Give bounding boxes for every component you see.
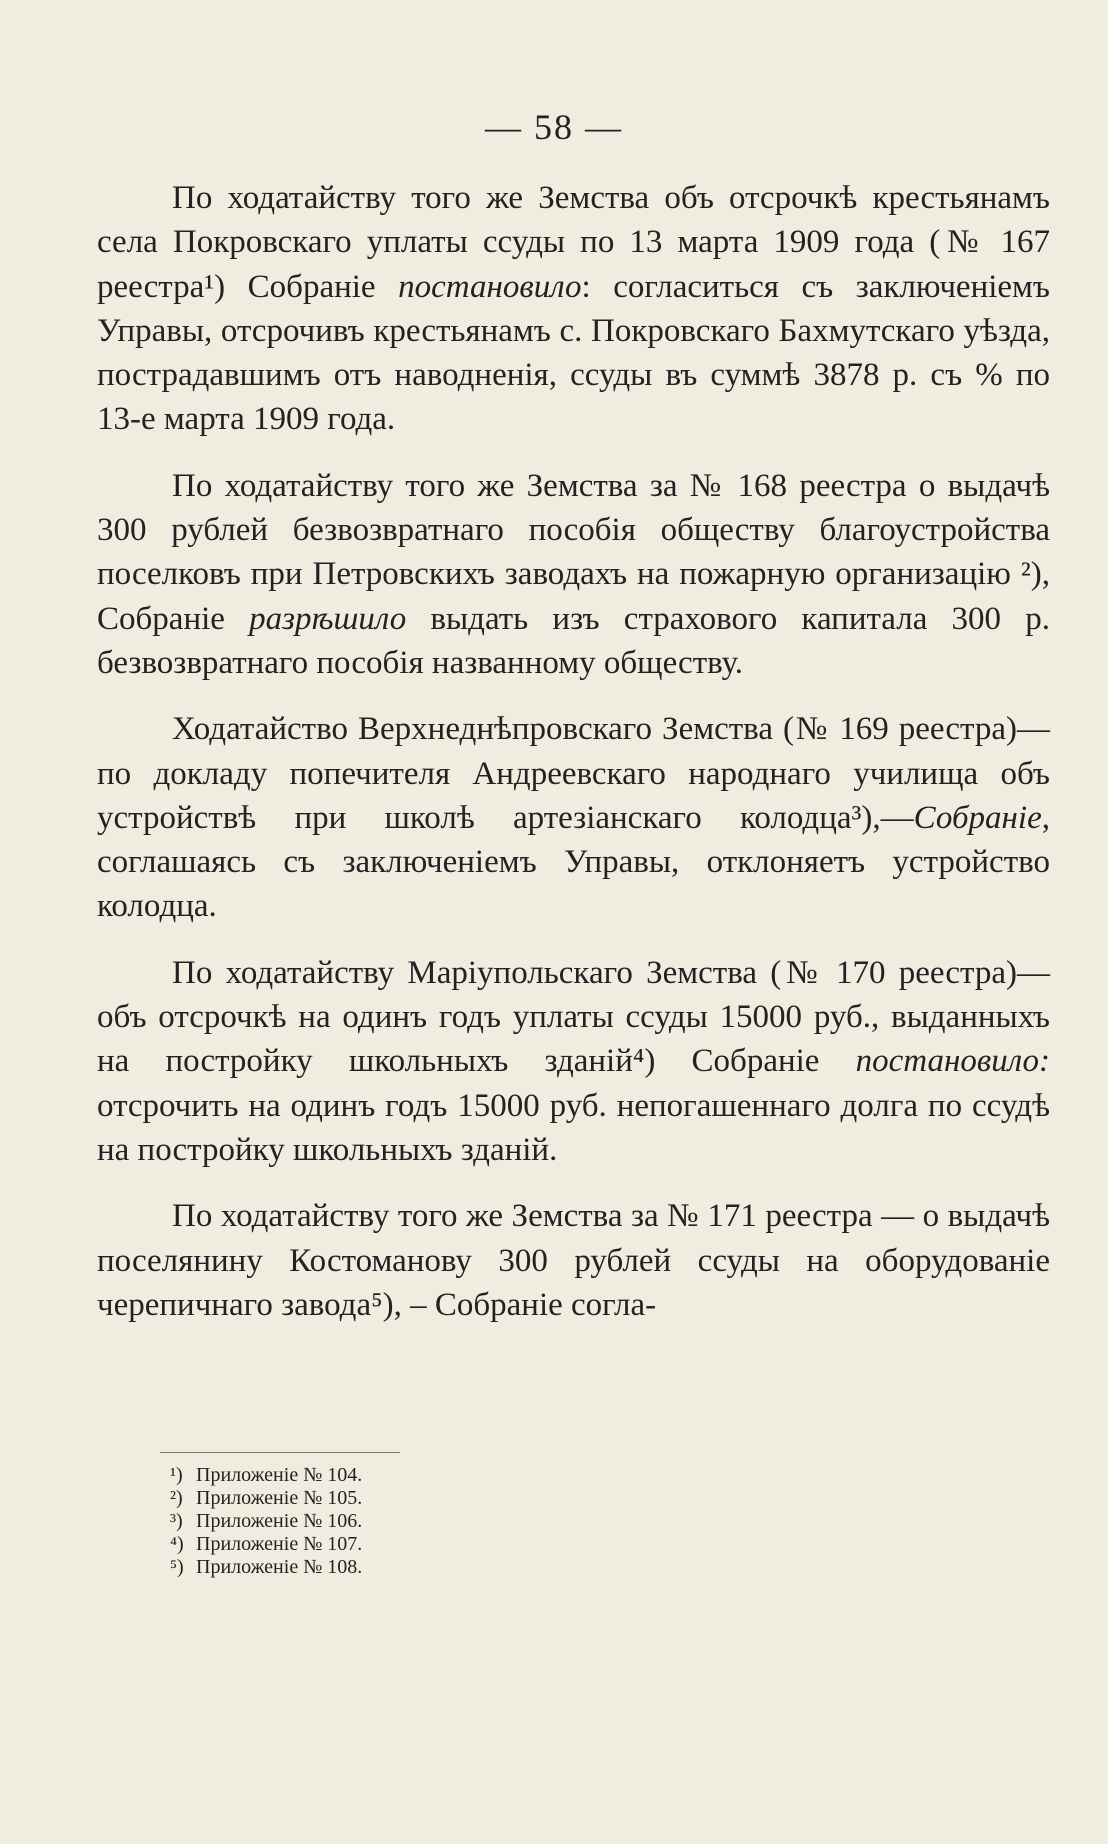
paragraph-emphasis: Собраніе [913,799,1042,836]
footnote-text: Приложеніе № 104. [196,1464,363,1486]
paragraph-text: По ходатайству того же Земства объ отсрочкѣ крестьянамъ села Покровскаго уплаты ссуды по 13 марта 1909 года (№ 167 реестра¹) Собраніе [97,180,1050,305]
paragraph-emphasis: разрѣшило [249,600,407,637]
paragraph-4 [97,951,1050,1172]
footnote-1 [170,1464,362,1487]
paragraph-5 [97,1194,1050,1327]
footnote-mark: ²) [170,1487,183,1509]
paragraph-text: выдать изъ страхового капитала 300 р. безвозвратнаго пособія названному обществу. [97,600,1050,681]
footnote-mark: ¹) [170,1464,183,1486]
footnote-text: Приложеніе № 105. [196,1487,363,1509]
footnote-3 [170,1510,362,1533]
paragraph-3 [97,707,1050,928]
paragraph-emphasis: постановило [398,268,582,305]
paragraph-1 [97,176,1050,442]
paragraph-text: , соглашаясь съ заключеніемъ Управы, отклоняетъ устройство колодца. [97,799,1050,925]
footnote-2 [170,1487,362,1510]
paragraph-emphasis: постановило: [855,1043,1050,1080]
footnotes [170,1464,362,1579]
footnote-mark: ³) [170,1510,183,1532]
paragraph-text: отсрочить на одинъ годъ 15000 руб. непогашеннаго долга по ссудѣ на постройку школьныхъ зданій. [97,1087,1050,1168]
paragraph-text: По ходатайству Маріупольскаго Земства (№ 170 реестра)—объ отсрочкѣ на одинъ годъ уплаты ссуды 15000 руб., выданныхъ на постройку школьныхъ зданій⁴) Собраніе [97,954,1050,1080]
body-text [97,176,1050,1349]
paragraph-2 [97,464,1050,685]
paragraph-text: : согласиться съ заключеніемъ Управы, отсрочивъ крестьянамъ с. Покровскаго Бахмутскаго уѣзда, пострадавшимъ отъ наводненія, ссуды въ суммѣ 3878 р. съ % по 13-е марта 1909 года. [97,268,1050,438]
footnote-5 [170,1556,362,1579]
footnote-text: Приложеніе № 106. [196,1510,363,1532]
paragraph-text: По ходатайству того же Земства за № 168 реестра о выдачѣ 300 рублей безвозвратнаго пособія обществу благоустройства поселковъ при Петровскихъ заводахъ на пожарную организацію ²), Собраніе [97,467,1050,637]
footnote-divider [160,1452,400,1453]
paragraph-text: Ходатайство Верхнеднѣпровскаго Земства (№ 169 реестра)—по докладу попечителя Андреевскаго народнаго училища объ устройствѣ при школѣ артезіанскаго колодца³),— [97,711,1050,836]
footnote-mark: ⁵) [170,1556,184,1578]
footnote-text: Приложеніе № 108. [196,1556,363,1578]
paragraph-text: По ходатайству того же Земства за № 171 реестра — о выдачѣ поселянину Костоманову 300 рублей ссуды на оборудованіе черепичнаго завода⁵), – Собраніе согла- [97,1198,1050,1323]
footnote-4 [170,1533,362,1556]
page-number: — 58 — [485,107,623,147]
footnote-text: Приложеніе № 107. [196,1533,363,1555]
footnote-mark: ⁴) [170,1533,184,1555]
